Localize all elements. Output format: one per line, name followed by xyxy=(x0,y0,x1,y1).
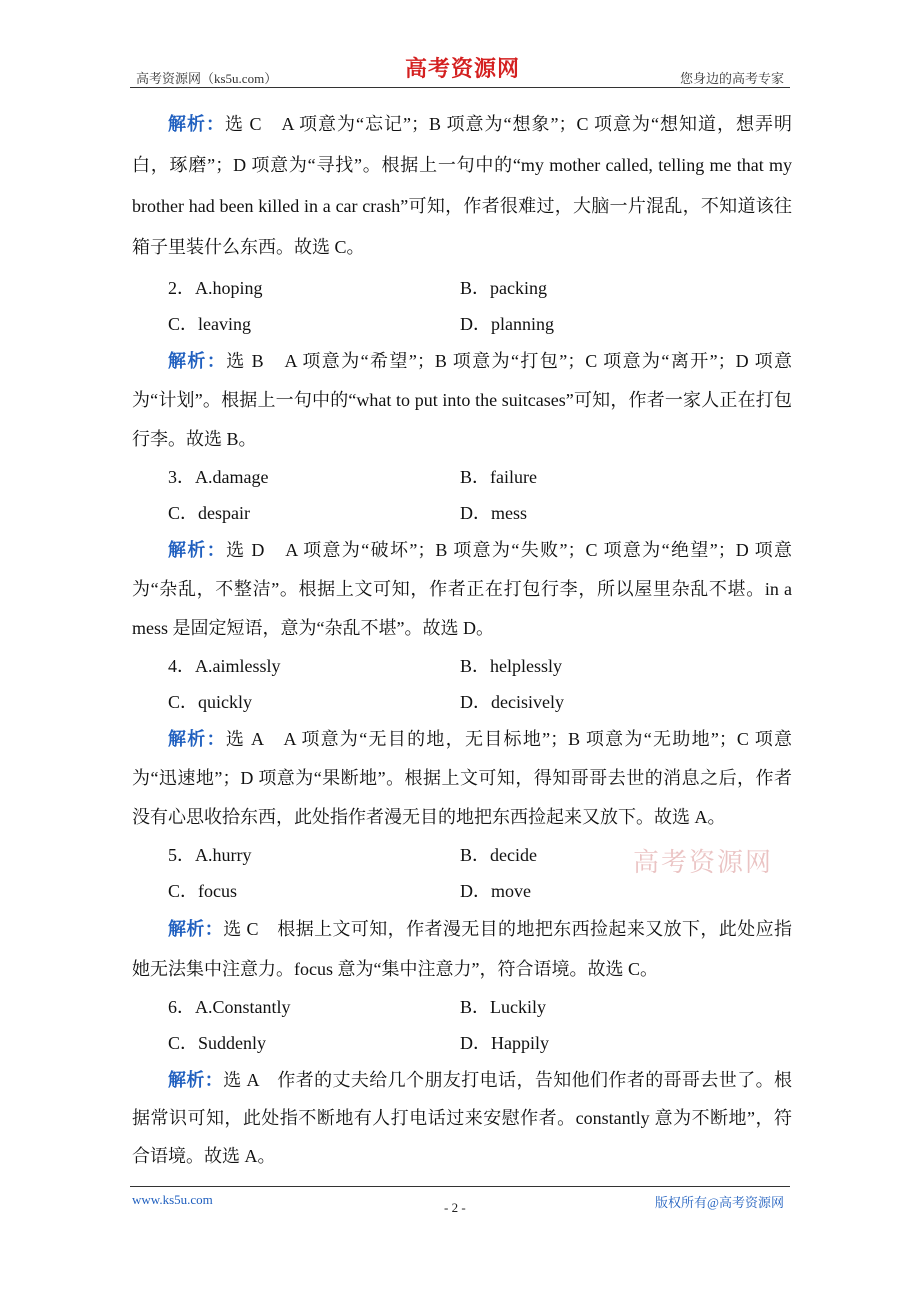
option-b: B．failure xyxy=(460,467,537,487)
options-row xyxy=(132,306,792,342)
option-d: D．planning xyxy=(460,314,554,334)
option-b: B．decide xyxy=(460,845,537,865)
option-a: 6．A.Constantly xyxy=(168,997,291,1017)
explanation-text: 选 C 根据上文可知，作者漫无目的地把东西捡起来又放下，此处应指她无法集中注意力。focus 意为“集中注意力”，符合语境。故选 C。 xyxy=(132,919,793,979)
watermark: 高考资源网 xyxy=(633,848,774,878)
footer-copyright: 版权所有@高考资源网 xyxy=(655,1195,784,1210)
option-d: D．move xyxy=(460,881,531,901)
explanation-3 xyxy=(132,531,792,648)
page-header xyxy=(130,50,790,84)
options-row xyxy=(132,684,792,720)
option-d: D．mess xyxy=(460,503,527,523)
explanation-text: 选 A 作者的丈夫给几个朋友打电话，告知他们作者的哥哥去世了。根据常识可知，此处指不断地有人打电话过来安慰作者。constantly 意为不断地”，符合语境。故选 A。 xyxy=(132,1070,793,1166)
options-row xyxy=(132,989,792,1025)
document-body xyxy=(132,104,792,1175)
explanation-4 xyxy=(132,720,792,837)
option-a: 2．A.hoping xyxy=(168,278,263,298)
option-d: D．Happily xyxy=(460,1033,549,1053)
explanation-label: 解析： xyxy=(168,729,226,749)
option-a: 4．A.aimlessly xyxy=(168,656,281,676)
page-number: - 2 - xyxy=(444,1200,466,1215)
question-2 xyxy=(132,270,792,459)
option-a: 5．A.hurry xyxy=(168,845,252,865)
header-slogan: 您身边的高考专家 xyxy=(679,71,784,86)
options-row xyxy=(132,459,792,495)
option-c: C．quickly xyxy=(168,692,252,712)
option-c: C．focus xyxy=(168,881,237,901)
explanation-text: 选 A A 项意为“无目的地，无目标地”；B 项意为“无助地”；C 项意为“迅速地”；D 项意为“果断地”。根据上文可知，得知哥哥去世的消息之后，作者没有心思收拾东西，此处指作者漫无目的地把东西捡起来又放下。故选 A。 xyxy=(132,729,792,827)
explanation-label: 解析： xyxy=(168,351,227,371)
header-rule xyxy=(130,87,790,88)
header-site-name: 高考资源网（ks5u.com） xyxy=(136,71,278,86)
explanation-6 xyxy=(132,1061,792,1175)
question-6 xyxy=(132,989,792,1175)
option-b: B．packing xyxy=(460,278,547,298)
explanation-text: 选 B A 项意为“希望”；B 项意为“打包”；C 项意为“离开”；D 项意为“计划”。根据上一句中的“what to put into the suitcases”可知，作者一家人正在打包行李。故选 B。 xyxy=(132,351,792,449)
header-logo: 高考资源网 xyxy=(405,56,521,82)
option-c: C．Suddenly xyxy=(168,1033,267,1053)
explanation-2 xyxy=(132,342,792,459)
option-b: B．helplessly xyxy=(460,656,562,676)
explanation-text: 选 D A 项意为“破坏”；B 项意为“失败”；C 项意为“绝望”；D 项意为“杂乱，不整洁”。根据上文可知，作者正在打包行李，所以屋里杂乱不堪。in a mess 是固定短语，意为“杂乱不堪”。故选 D。 xyxy=(132,540,792,638)
explanation-text: 选 C A 项意为“忘记”；B 项意为“想象”；C 项意为“想知道，想弄明白，琢磨”；D 项意为“寻找”。根据上一句中的“my mother called, telling me that my brother had been killed in a car crash”可知，作者很难过，大脑一片混乱，不知道该往箱子里装什么东西。故选 C。 xyxy=(132,114,793,257)
explanation-label: 解析： xyxy=(168,919,224,939)
footer-rule xyxy=(130,1186,790,1187)
option-c: C．despair xyxy=(168,503,250,523)
options-row xyxy=(132,648,792,684)
explanation-label: 解析： xyxy=(168,1070,224,1090)
question-4 xyxy=(132,648,792,837)
page-footer xyxy=(130,1186,790,1226)
options-row xyxy=(132,1025,792,1061)
footer-site-link[interactable]: www.ks5u.com xyxy=(132,1192,213,1207)
explanation-label: 解析： xyxy=(168,114,226,134)
option-c: C．leaving xyxy=(168,314,251,334)
option-b: B．Luckily xyxy=(460,997,546,1017)
explanation-label: 解析： xyxy=(168,540,227,560)
explanation-5 xyxy=(132,909,792,989)
option-d: D．decisively xyxy=(460,692,564,712)
explanation-1 xyxy=(132,104,792,268)
options-row xyxy=(132,495,792,531)
question-3 xyxy=(132,459,792,648)
option-a: 3．A.damage xyxy=(168,467,269,487)
options-row xyxy=(132,270,792,306)
